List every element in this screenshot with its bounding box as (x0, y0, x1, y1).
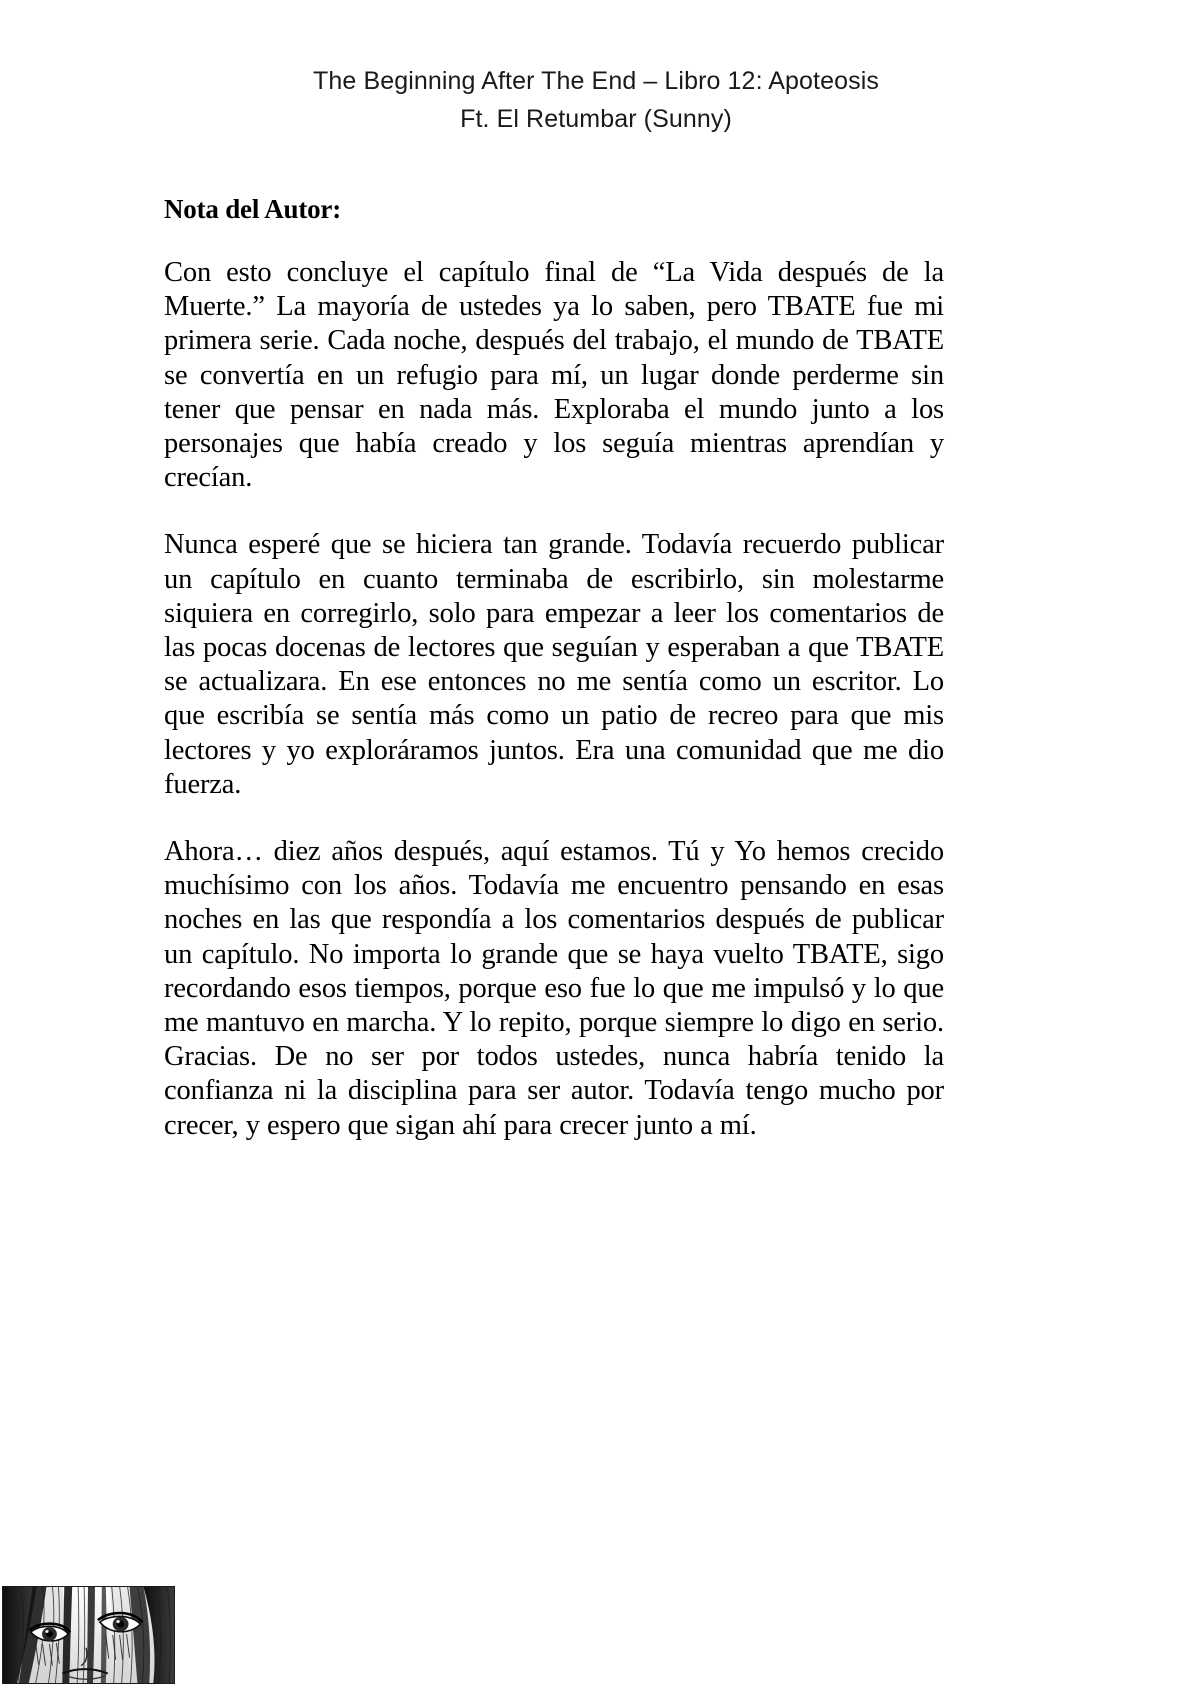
document-body (164, 192, 944, 1143)
page-title: Nota del Autor: (164, 194, 341, 224)
body-paragraph-2: Nunca esperé que se hiciera tan grande. Todavía recuerdo publicar un capítulo en cuanto terminaba de escribirlo, sin molestarme siquiera en corregirlo, solo para empezar a leer los comentarios de las pocas docenas de lectores que seguían y esperaban a que TBATE se actualizara. En ese entonces no me sentía como un escritor. Lo que escribía se sentía más como un patio de recreo para que mis lectores y yo exploráramos juntos. Era una comunidad que me dio fuerza. (164, 529, 944, 800)
body-paragraph-3: Ahora… diez años después, aquí estamos. Tú y Yo hemos crecido muchísimo con los años. Todavía me encuentro pensando en esas noches en las que respondía a los comentarios después de publicar un capítulo. No importa lo grande que se haya vuelto TBATE, sigo recordando esos tiempos, porque eso fue lo que me impulsó y lo que me mantuvo en marcha. Y lo repito, porque siempre lo digo en serio. Gracias. De no ser por todos ustedes, nunca habría tenido la confianza ni la disciplina para ser autor. Todavía tengo mucho por crecer, y espero que sigan ahí para crecer junto a mí. (164, 836, 944, 1141)
header-subtitle-line-2: Ft. El Retumbar (Sunny) (460, 105, 732, 133)
header-title-line-1: The Beginning After The End – Libro 12: Apoteosis (313, 67, 879, 95)
body-paragraph-1: Con esto concluye el capítulo final de “La Vida después de la Muerte.” La mayoría de ustedes ya lo saben, pero TBATE fue mi primera serie. Cada noche, después del trabajo, el mundo de TBATE se convertía en un refugio para mí, un lugar donde perderme sin tener que pensar en nada más. Exploraba el mundo junto a los personajes que había creado y los seguía mientras aprendían y crecían. (164, 257, 944, 494)
manga-face-illustration (2, 1586, 175, 1684)
manga-face-icon (3, 1587, 174, 1683)
document-header (0, 62, 1192, 138)
